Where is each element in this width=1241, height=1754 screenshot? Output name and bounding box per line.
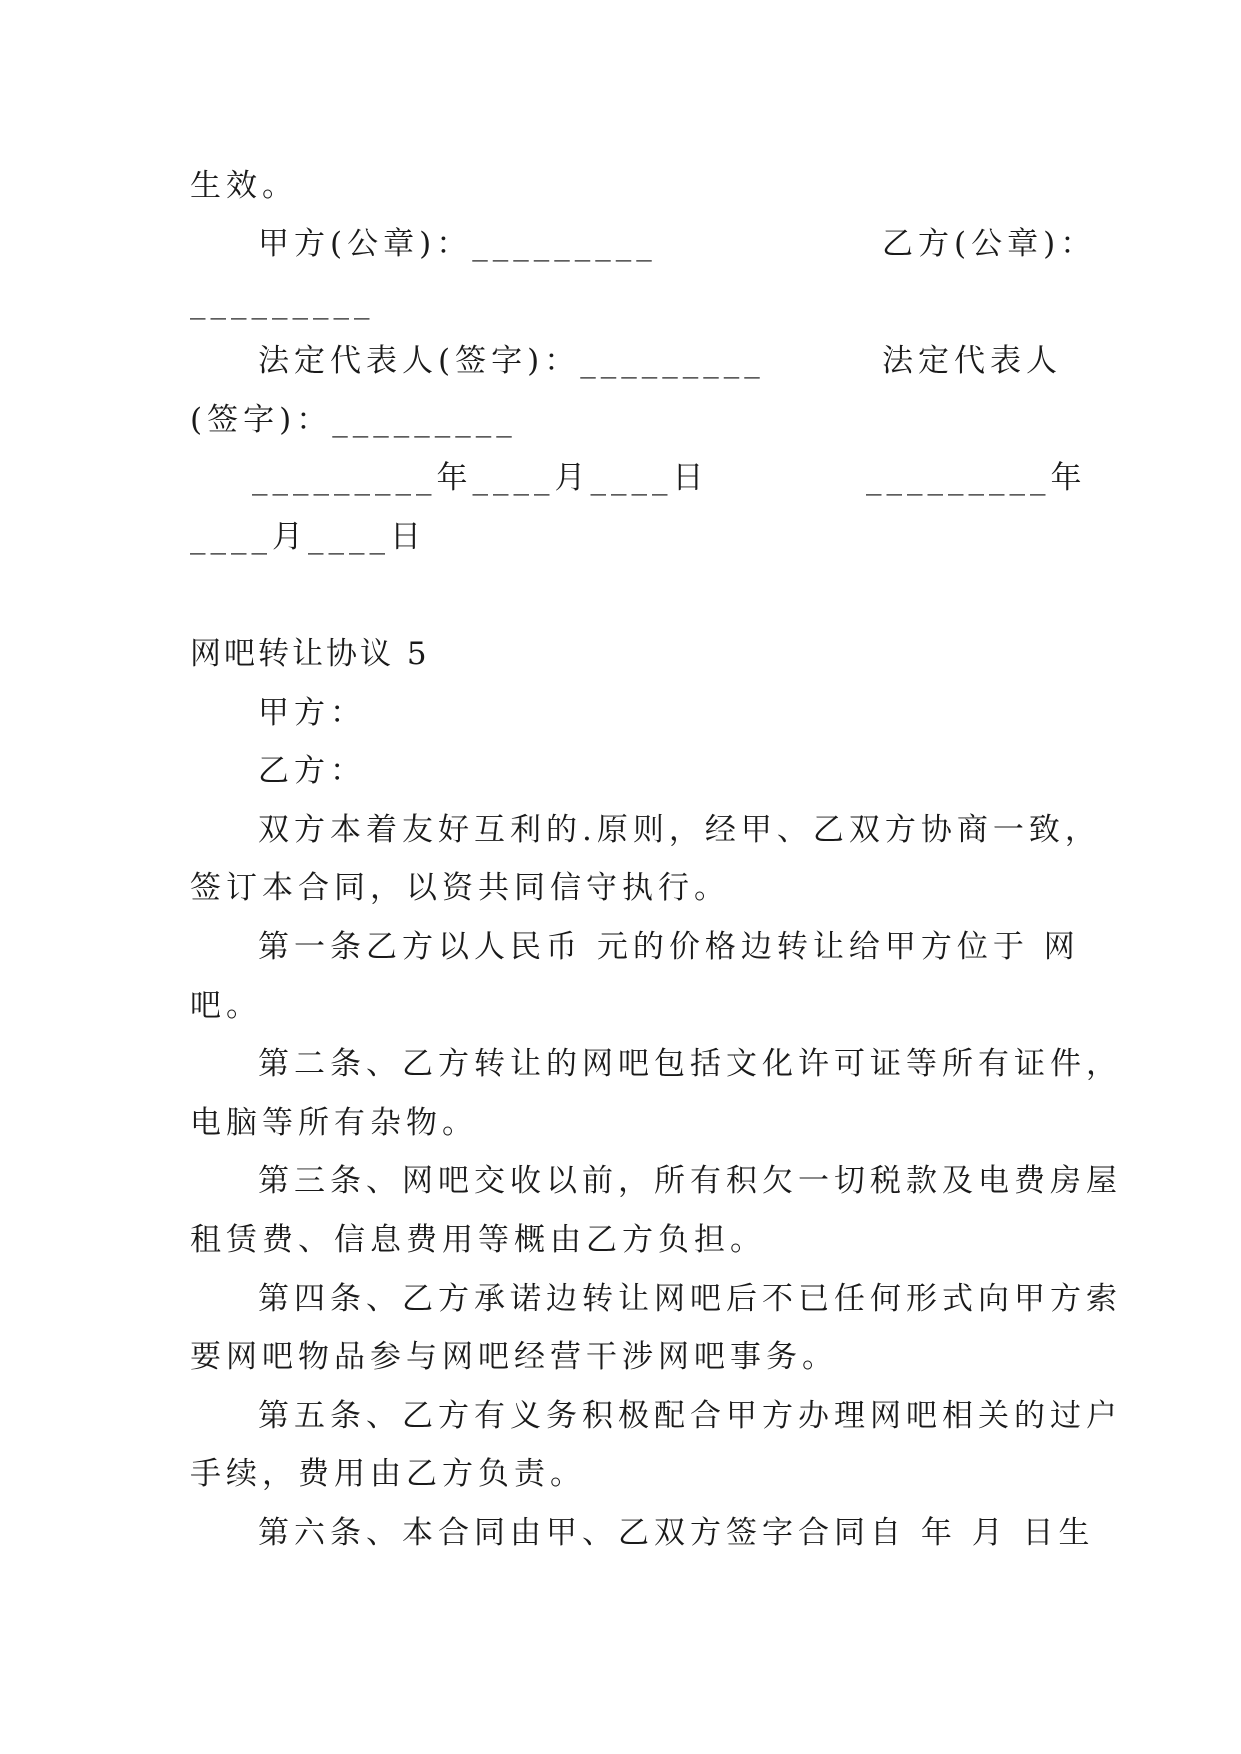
agreement-title: 网吧转让协议 5	[190, 636, 430, 672]
article-3-line-2: 租赁费、信息费用等概由乙方负担。	[190, 1222, 766, 1258]
article-1-line-1: 第一条乙方以人民币 元的价格边转让给甲方位于 网	[258, 929, 1080, 965]
party-b-label: 乙方：	[258, 753, 366, 789]
article-3-line-1: 第三条、网吧交收以前，所有积欠一切税款及电费房屋	[258, 1163, 1122, 1199]
article-6-line-1: 第六条、本合同由甲、乙双方签字合同自 年 月 日生	[258, 1515, 1095, 1551]
party-b-date-year: _________年	[866, 460, 1087, 496]
article-1-line-2: 吧。	[190, 988, 262, 1024]
party-a-date-line: _________年____月____日	[252, 460, 709, 496]
party-b-representative-signature: (签字)：_________	[190, 402, 517, 438]
party-b-representative-label: 法定代表人	[882, 343, 1062, 379]
article-2-line-2: 电脑等所有杂物。	[190, 1105, 478, 1141]
preamble-line-2: 签订本合同，以资共同信守执行。	[190, 870, 730, 906]
party-a-label: 甲方：	[258, 695, 366, 731]
party-a-representative-line: 法定代表人(签字)：_________	[258, 343, 765, 379]
article-4-line-1: 第四条、乙方承诺边转让网吧后不已任何形式向甲方索	[258, 1281, 1122, 1317]
text-effective: 生效。	[190, 168, 298, 204]
preamble-line-1: 双方本着友好互利的.原则，经甲、乙双方协商一致，	[258, 812, 1101, 848]
party-b-seal-blank: _________	[190, 284, 375, 320]
article-5-line-1: 第五条、乙方有义务积极配合甲方办理网吧相关的过户	[258, 1398, 1122, 1434]
article-2-line-1: 第二条、乙方转让的网吧包括文化许可证等所有证件，	[258, 1046, 1122, 1082]
party-b-seal-label: 乙方(公章)：	[882, 226, 1097, 262]
article-5-line-2: 手续，费用由乙方负责。	[190, 1456, 586, 1492]
party-a-seal-line: 甲方(公章)：_________	[258, 226, 657, 262]
article-4-line-2: 要网吧物品参与网吧经营干涉网吧事务。	[190, 1339, 838, 1375]
party-b-date-month-day: ____月____日	[190, 519, 426, 555]
